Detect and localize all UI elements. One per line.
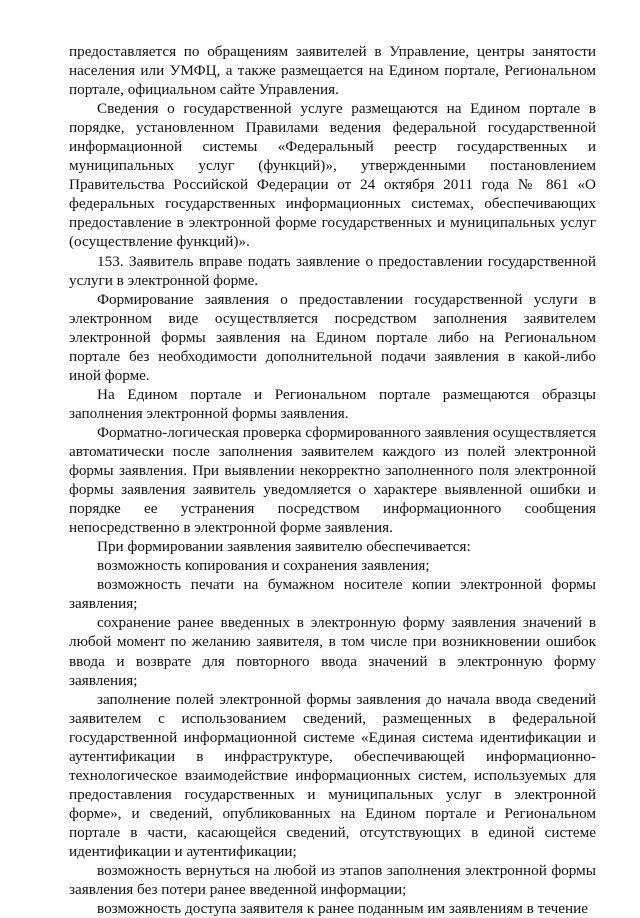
list-item-prefill: заполнение полей электронной формы заявления до начала ввода сведений заявителем с использованием сведений, размещенных в федеральной государственной информационной системе «Единая система идентификации и аутентификации в инфраструктуре, обеспечивающей информационно-технологическое взаимодействие информационных систем, используемых для предоставления государственных и муниципальных услуг в электронной форме», и сведений, опубликованных на Едином портале и Региональном портале в части, касающейся сведений, отсутствующих в единой системе идентификации и аутентификации; bbox=[69, 690, 596, 860]
paragraph-info-placement: Сведения о государственной услуге размещаются на Едином портале в порядке, установленном Правилами ведения федеральной государственной информационной системы «Федеральный реестр государственных и муниципальных услуг (функций)», утвержденными постановлением Правительства Российской Федерации от 24 октября 2011 года № 861 «О федеральных государственных информационных системах, обеспечивающих предоставление в электронной форме государственных и муниципальных услуг (осуществление функций)». bbox=[69, 100, 596, 251]
paragraph-continuation: предоставляется по обращениям заявителей в Управление, центры занятости населения или УМФЦ, а также размещается на Едином портале, Региональном портале, официальном сайте Управления. bbox=[69, 43, 596, 99]
paragraph-form-samples: На Едином портале и Региональном портале размещаются образцы заполнения электронной формы заявления. bbox=[69, 385, 596, 422]
list-item-save-values: сохранение ранее введенных в электронную форму заявления значений в любой момент по желанию заявителя, в том числе при возникновении ошибок ввода и возврате для повторного ввода значений в электронную форму заявления; bbox=[69, 614, 596, 689]
list-item-print: возможность печати на бумажном носителе копии электронной формы заявления; bbox=[69, 576, 596, 613]
paragraph-clause-153: 153. Заявитель вправе подать заявление о предоставлении государственной услуги в электронной форме. bbox=[69, 252, 596, 289]
paragraph-form-creation: Формирование заявления о предоставлении государственной услуги в электронном виде осуществляется посредством заполнения заявителем электронной формы заявления на Едином портале либо на Региональном портале без необходимости дополнительной подачи заявления в какой-либо иной форме. bbox=[69, 290, 596, 384]
list-item-return-step: возможность вернуться на любой из этапов заполнения электронной формы заявления без потери ранее введенной информации; bbox=[69, 862, 596, 899]
document-body bbox=[69, 42, 596, 918]
paragraph-provided-features: При формировании заявления заявителю обеспечивается: bbox=[97, 538, 471, 556]
paragraph-format-check: Форматно-логическая проверка сформированного заявления осуществляется автоматически после заполнения заявителем каждого из полей электронной формы заявления. При выявлении некорректно заполненного поля электронной формы заявления заявитель уведомляется о характере выявленной ошибки и порядке ее устранения посредством информационного сообщения непосредственно в электронной форме заявления. bbox=[69, 423, 596, 537]
list-item-access-previous: возможность доступа заявителя к ранее поданным им заявлениям в течение bbox=[97, 900, 588, 918]
list-item-copy-save: возможность копирования и сохранения заявления; bbox=[97, 557, 430, 575]
